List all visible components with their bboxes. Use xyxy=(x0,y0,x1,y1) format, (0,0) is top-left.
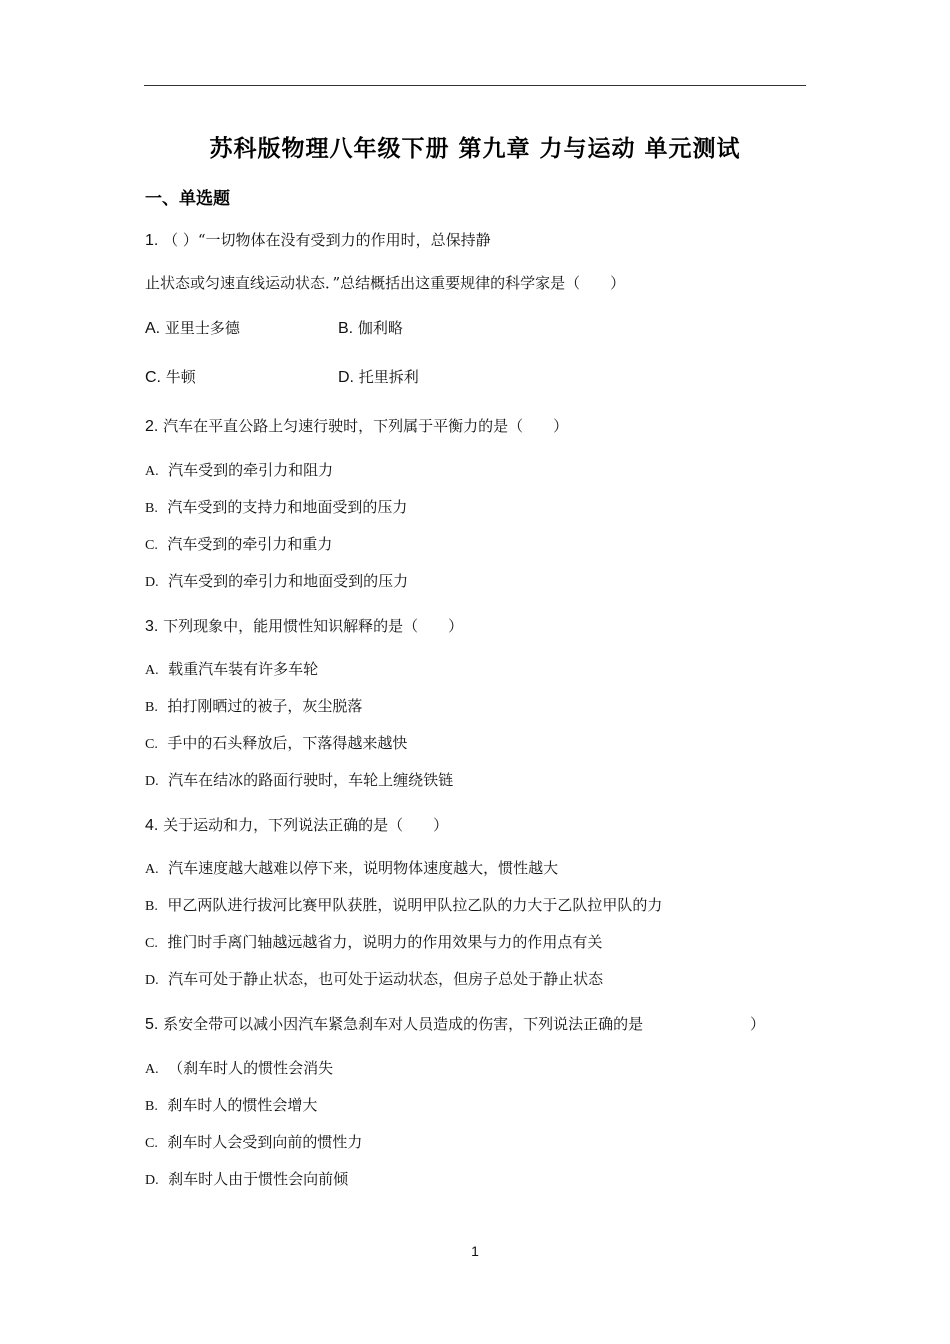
option-text: 汽车受到的支持力和地面受到的压力 xyxy=(167,498,408,516)
question-1-option-d xyxy=(338,366,419,387)
option-text: 刹车时人的惯性会增大 xyxy=(167,1096,318,1114)
question-3 xyxy=(145,615,463,636)
question-5-option-c xyxy=(145,1131,362,1152)
question-1-option-a xyxy=(145,317,240,338)
question-1-line-2: 止状态或匀速直线运动状态．”总结概括出这重要规律的科学家是（ ） xyxy=(145,274,626,292)
question-5 xyxy=(145,1013,643,1034)
question-3-text: 下列现象中，能用惯性知识解释的是（ ） xyxy=(163,617,464,635)
question-4-option-d xyxy=(145,968,603,989)
option-letter: A. xyxy=(145,862,159,877)
option-letter: B. xyxy=(145,1099,158,1114)
option-letter: A. xyxy=(145,663,159,678)
question-4 xyxy=(145,814,448,835)
question-2-number: 2. xyxy=(145,418,159,435)
option-letter: C. xyxy=(145,737,158,752)
option-text: 拍打刚晒过的被子，灰尘脱落 xyxy=(167,697,363,715)
option-letter: D. xyxy=(145,1173,159,1188)
option-letter: A. xyxy=(145,1062,159,1077)
option-letter: D. xyxy=(338,369,354,386)
question-4-option-a xyxy=(145,857,558,878)
option-text: 汽车受到的牵引力和阻力 xyxy=(168,461,334,479)
option-letter: B. xyxy=(338,320,354,337)
option-text: 托里拆利 xyxy=(358,368,419,386)
question-2 xyxy=(145,415,568,436)
question-3-option-d xyxy=(145,769,453,790)
question-2-option-d xyxy=(145,570,408,591)
option-letter: C. xyxy=(145,369,161,386)
question-1-line-1 xyxy=(145,229,491,250)
header-rule xyxy=(144,85,806,86)
option-letter: C. xyxy=(145,1136,158,1151)
option-text: 汽车在结冰的路面行驶时，车轮上缠绕铁链 xyxy=(168,771,454,789)
option-text: 手中的石头释放后，下落得越来越快 xyxy=(167,734,408,752)
option-letter: D. xyxy=(145,774,159,789)
question-5-number: 5. xyxy=(145,1016,159,1033)
option-letter: A. xyxy=(145,464,159,479)
option-text: 牛顿 xyxy=(165,368,196,386)
question-3-option-a xyxy=(145,658,318,679)
question-2-option-c xyxy=(145,533,332,554)
question-2-option-b xyxy=(145,496,407,517)
option-letter: B. xyxy=(145,501,158,516)
document-title: 苏科版物理八年级下册 第九章 力与运动 单元测试 xyxy=(209,136,741,162)
option-letter: B. xyxy=(145,700,158,715)
option-text: 伽利略 xyxy=(357,319,403,337)
option-text: 汽车受到的牵引力和地面受到的压力 xyxy=(168,572,409,590)
question-4-option-c xyxy=(145,931,602,952)
question-3-number: 3. xyxy=(145,618,159,635)
option-text: 刹车时人会受到向前的惯性力 xyxy=(167,1133,363,1151)
option-text: 推门时手离门轴越远越省力，说明力的作用效果与力的作用点有关 xyxy=(167,933,603,951)
option-text: 汽车速度越大越难以停下来，说明物体速度越大，惯性越大 xyxy=(168,859,559,877)
option-letter: A. xyxy=(145,320,161,337)
question-3-option-b xyxy=(145,695,362,716)
option-letter: D. xyxy=(145,575,159,590)
question-3-option-c xyxy=(145,732,407,753)
question-5-text: 系安全带可以减小因汽车紧急刹车对人员造成的伤害，下列说法正确的是 xyxy=(163,1015,644,1033)
page-number: 1 xyxy=(471,1243,479,1259)
question-1-option-c xyxy=(145,366,196,387)
option-text: 刹车时人由于惯性会向前倾 xyxy=(168,1170,349,1188)
option-text: 汽车可处于静止状态，也可处于运动状态，但房子总处于静止状态 xyxy=(168,970,604,988)
option-text: 甲乙两队进行拔河比赛甲队获胜，说明甲队拉乙队的力大于乙队拉甲队的力 xyxy=(167,896,663,914)
question-2-text: 汽车在平直公路上匀速行驶时，下列属于平衡力的是（ ） xyxy=(163,417,569,435)
question-5-option-b xyxy=(145,1094,317,1115)
option-letter: C. xyxy=(145,538,158,553)
question-5-close-paren: ） xyxy=(750,1015,766,1033)
option-text: 亚里士多德 xyxy=(164,319,240,337)
option-letter: C. xyxy=(145,936,158,951)
question-1-text-1: （ ）“一切物体在没有受到力的作用时，总保持静 xyxy=(163,231,491,249)
question-1-option-b xyxy=(338,317,403,338)
question-5-option-d xyxy=(145,1168,348,1189)
question-4-option-b xyxy=(145,894,662,915)
question-5-option-a xyxy=(145,1057,333,1078)
option-text: 汽车受到的牵引力和重力 xyxy=(167,535,333,553)
option-letter: B. xyxy=(145,899,158,914)
option-text: 载重汽车装有许多车轮 xyxy=(168,660,319,678)
question-4-number: 4. xyxy=(145,817,159,834)
question-1-number: 1. xyxy=(145,232,159,249)
question-4-text: 关于运动和力，下列说法正确的是（ ） xyxy=(163,816,449,834)
option-text: （刹车时人的惯性会消失 xyxy=(168,1059,334,1077)
option-letter: D. xyxy=(145,973,159,988)
question-2-option-a xyxy=(145,459,333,480)
section-heading: 一、单选题 xyxy=(145,189,230,209)
